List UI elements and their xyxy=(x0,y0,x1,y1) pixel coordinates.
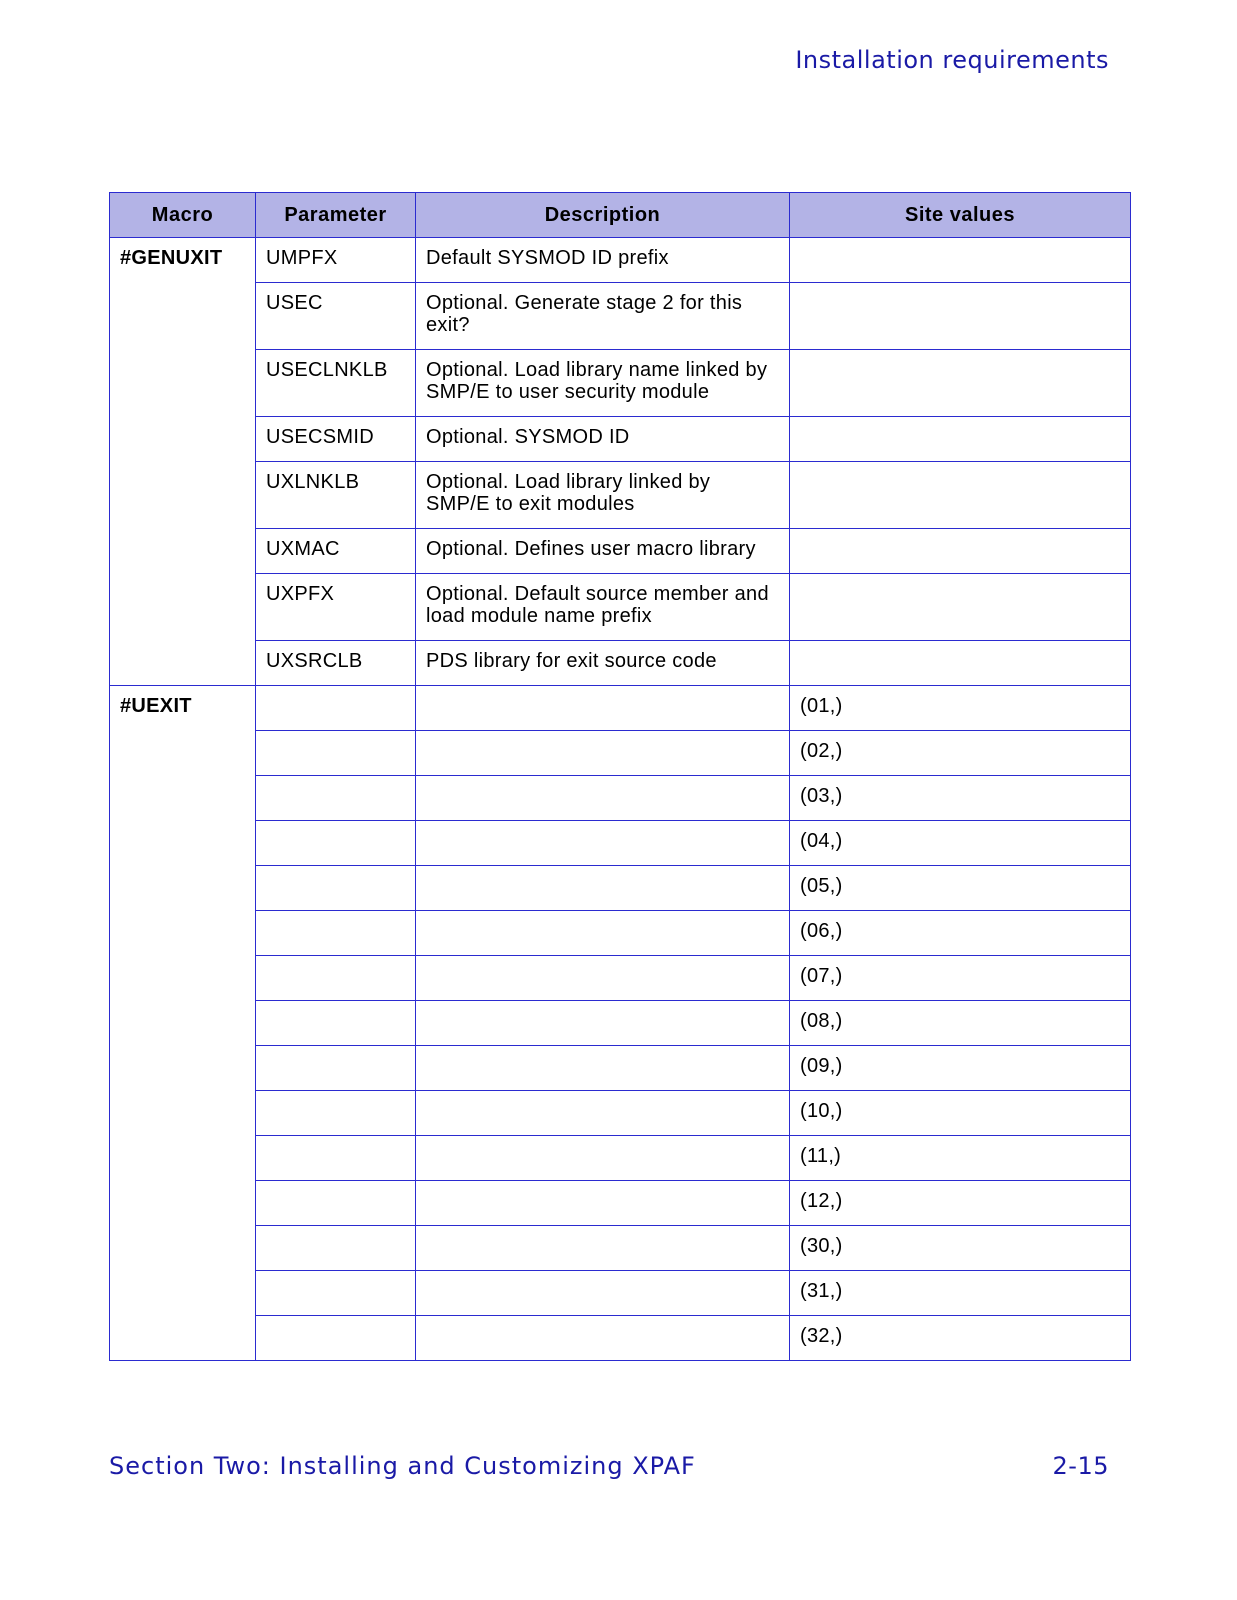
site-value-cell xyxy=(790,417,1131,462)
table-row xyxy=(110,776,1131,821)
table-row xyxy=(110,911,1131,956)
table-row xyxy=(110,866,1131,911)
description-cell xyxy=(416,866,790,911)
table-row xyxy=(110,1316,1131,1361)
site-value-cell: (02,) xyxy=(790,731,1131,776)
table-row xyxy=(110,1226,1131,1271)
table-row xyxy=(110,731,1131,776)
description-cell: Optional. Load library name linked by SMP/E to user security module xyxy=(416,350,790,417)
site-value-cell: (32,) xyxy=(790,1316,1131,1361)
table-row xyxy=(110,1271,1131,1316)
description-cell xyxy=(416,1316,790,1361)
table-row xyxy=(110,641,1131,686)
description-cell xyxy=(416,1271,790,1316)
site-value-cell xyxy=(790,529,1131,574)
parameter-cell xyxy=(256,1316,416,1361)
column-header-macro: Macro xyxy=(110,193,256,238)
table-row xyxy=(110,686,1131,731)
parameter-cell xyxy=(256,956,416,1001)
running-header-title: Installation requirements xyxy=(795,46,1109,74)
table-row xyxy=(110,1001,1131,1046)
macro-cell-uexit: #UEXIT xyxy=(110,686,256,1361)
site-value-cell: (10,) xyxy=(790,1091,1131,1136)
table-row xyxy=(110,1181,1131,1226)
table-header-row xyxy=(110,193,1131,238)
parameter-cell xyxy=(256,911,416,956)
site-value-cell xyxy=(790,641,1131,686)
site-value-cell: (31,) xyxy=(790,1271,1131,1316)
site-value-cell: (07,) xyxy=(790,956,1131,1001)
description-cell: Optional. SYSMOD ID xyxy=(416,417,790,462)
table-row xyxy=(110,821,1131,866)
parameter-cell: USEC xyxy=(256,283,416,350)
table-row xyxy=(110,350,1131,417)
site-value-cell: (05,) xyxy=(790,866,1131,911)
parameter-cell: UXSRCLB xyxy=(256,641,416,686)
site-value-cell: (30,) xyxy=(790,1226,1131,1271)
table-row xyxy=(110,529,1131,574)
column-header-parameter: Parameter xyxy=(256,193,416,238)
description-cell: Optional. Generate stage 2 for this exit? xyxy=(416,283,790,350)
site-value-cell: (12,) xyxy=(790,1181,1131,1226)
description-cell xyxy=(416,1001,790,1046)
table-row xyxy=(110,417,1131,462)
site-value-cell xyxy=(790,462,1131,529)
site-value-cell xyxy=(790,238,1131,283)
table-row xyxy=(110,1091,1131,1136)
description-cell: Optional. Defines user macro library xyxy=(416,529,790,574)
description-cell xyxy=(416,956,790,1001)
parameter-cell xyxy=(256,866,416,911)
site-value-cell: (01,) xyxy=(790,686,1131,731)
parameter-cell: USECSMID xyxy=(256,417,416,462)
parameter-cell xyxy=(256,1001,416,1046)
table-row xyxy=(110,956,1131,1001)
parameter-cell: UMPFX xyxy=(256,238,416,283)
description-cell xyxy=(416,1181,790,1226)
table-row xyxy=(110,462,1131,529)
parameter-cell xyxy=(256,1136,416,1181)
column-header-site-values: Site values xyxy=(790,193,1131,238)
parameter-cell: USECLNKLB xyxy=(256,350,416,417)
parameter-cell: UXPFX xyxy=(256,574,416,641)
description-cell xyxy=(416,821,790,866)
description-cell: Optional. Default source member and load module name prefix xyxy=(416,574,790,641)
description-cell xyxy=(416,911,790,956)
parameter-cell xyxy=(256,1046,416,1091)
parameter-cell xyxy=(256,776,416,821)
installation-requirements-table xyxy=(109,192,1131,1361)
description-cell xyxy=(416,1091,790,1136)
site-value-cell xyxy=(790,350,1131,417)
description-cell xyxy=(416,731,790,776)
description-cell: Default SYSMOD ID prefix xyxy=(416,238,790,283)
table-row xyxy=(110,1136,1131,1181)
description-cell xyxy=(416,1046,790,1091)
parameter-cell xyxy=(256,686,416,731)
site-value-cell: (06,) xyxy=(790,911,1131,956)
parameter-cell xyxy=(256,1091,416,1136)
description-cell: Optional. Load library linked by SMP/E to exit modules xyxy=(416,462,790,529)
site-value-cell xyxy=(790,283,1131,350)
table-row xyxy=(110,1046,1131,1091)
description-cell xyxy=(416,1136,790,1181)
site-value-cell: (09,) xyxy=(790,1046,1131,1091)
site-value-cell: (03,) xyxy=(790,776,1131,821)
table-row xyxy=(110,283,1131,350)
macro-cell-genuxit: #GENUXIT xyxy=(110,238,256,686)
description-cell: PDS library for exit source code xyxy=(416,641,790,686)
parameter-cell xyxy=(256,1181,416,1226)
description-cell xyxy=(416,686,790,731)
table-row xyxy=(110,238,1131,283)
parameter-cell xyxy=(256,1271,416,1316)
parameter-cell: UXLNKLB xyxy=(256,462,416,529)
parameter-cell xyxy=(256,1226,416,1271)
site-value-cell xyxy=(790,574,1131,641)
parameter-cell xyxy=(256,821,416,866)
parameter-cell xyxy=(256,731,416,776)
site-value-cell: (04,) xyxy=(790,821,1131,866)
footer-section-title: Section Two: Installing and Customizing XPAF xyxy=(109,1452,696,1480)
site-value-cell: (11,) xyxy=(790,1136,1131,1181)
column-header-description: Description xyxy=(416,193,790,238)
description-cell xyxy=(416,776,790,821)
parameter-cell: UXMAC xyxy=(256,529,416,574)
table-row xyxy=(110,574,1131,641)
site-value-cell: (08,) xyxy=(790,1001,1131,1046)
footer-page-number: 2-15 xyxy=(1052,1452,1109,1480)
description-cell xyxy=(416,1226,790,1271)
